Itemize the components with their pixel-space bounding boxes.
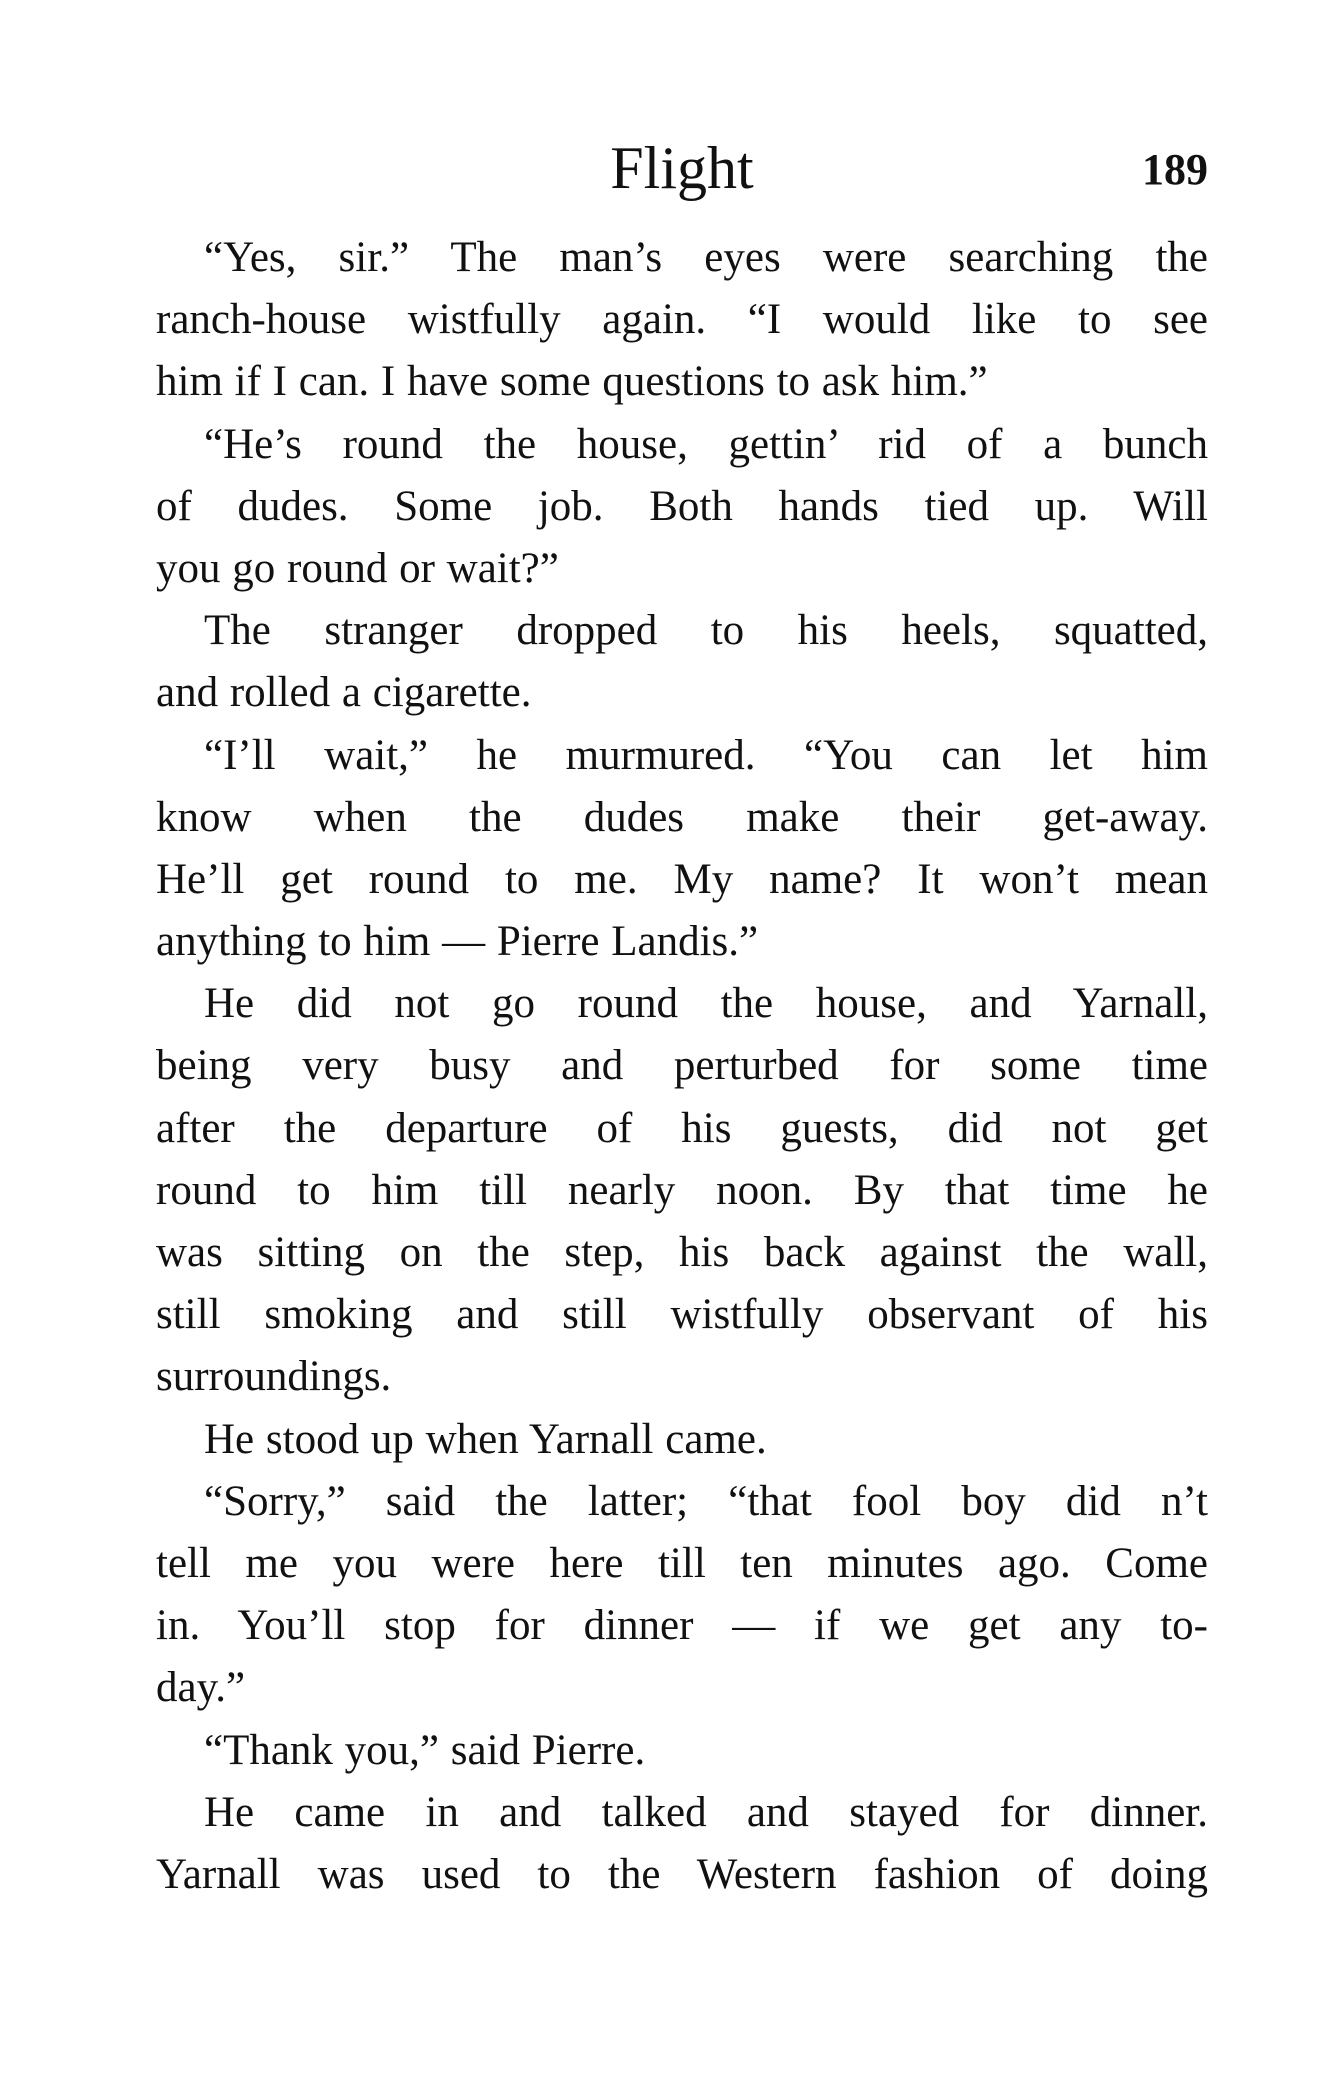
text-line: round to him till nearly noon. By that time he — [156, 1166, 1208, 1214]
text-line: He did not go round the house, and Yarnall, — [204, 980, 1208, 1028]
text-line: know when the dudes make their get-away. — [156, 793, 1208, 841]
text-line: being very busy and perturbed for some time — [156, 1042, 1208, 1090]
text-line: The stranger dropped to his heels, squatted, — [204, 607, 1208, 655]
running-head — [156, 128, 1208, 208]
text-line: “Yes, sir.” The man’s eyes were searching the — [204, 234, 1208, 281]
text-line: “I’ll wait,” he murmured. “You can let him — [204, 731, 1208, 779]
text-line: day.” — [156, 1664, 246, 1712]
text-line: “Sorry,” said the latter; “that fool boy did n’t — [204, 1477, 1208, 1525]
text-line: you go round or wait?” — [156, 544, 559, 592]
text-line: He came in and talked and stayed for dinner. — [204, 1788, 1208, 1836]
text-line: Yarnall was used to the Western fashion of doing — [156, 1850, 1208, 1898]
text-line: He stood up when Yarnall came. — [204, 1415, 767, 1463]
text-line: of dudes. Some job. Both hands tied up. Will — [156, 482, 1208, 530]
text-line: He’ll get round to me. My name? It won’t mean — [156, 855, 1208, 903]
page-number: 189 — [1142, 145, 1208, 194]
page-title: Flight — [610, 135, 754, 201]
text-line: surroundings. — [156, 1353, 392, 1401]
text-line: “He’s round the house, gettin’ rid of a bunch — [204, 420, 1208, 468]
text-line: ranch-house wistfully again. “I would like to see — [156, 296, 1208, 344]
text-line: him if I can. I have some questions to ask him.” — [156, 358, 988, 406]
text-line: tell me you were here till ten minutes ago. Come — [156, 1539, 1208, 1587]
body-text — [156, 227, 1208, 1906]
text-line: anything to him — Pierre Landis.” — [156, 918, 759, 966]
text-line: in. You’ll stop for dinner — if we get any to- — [156, 1602, 1208, 1650]
text-line: after the departure of his guests, did not get — [156, 1104, 1208, 1152]
text-line: was sitting on the step, his back against the wall, — [156, 1229, 1208, 1276]
text-line: still smoking and still wistfully observant of his — [156, 1291, 1208, 1339]
text-line: and rolled a cigarette. — [156, 669, 532, 717]
text-line: “Thank you,” said Pierre. — [204, 1726, 646, 1774]
